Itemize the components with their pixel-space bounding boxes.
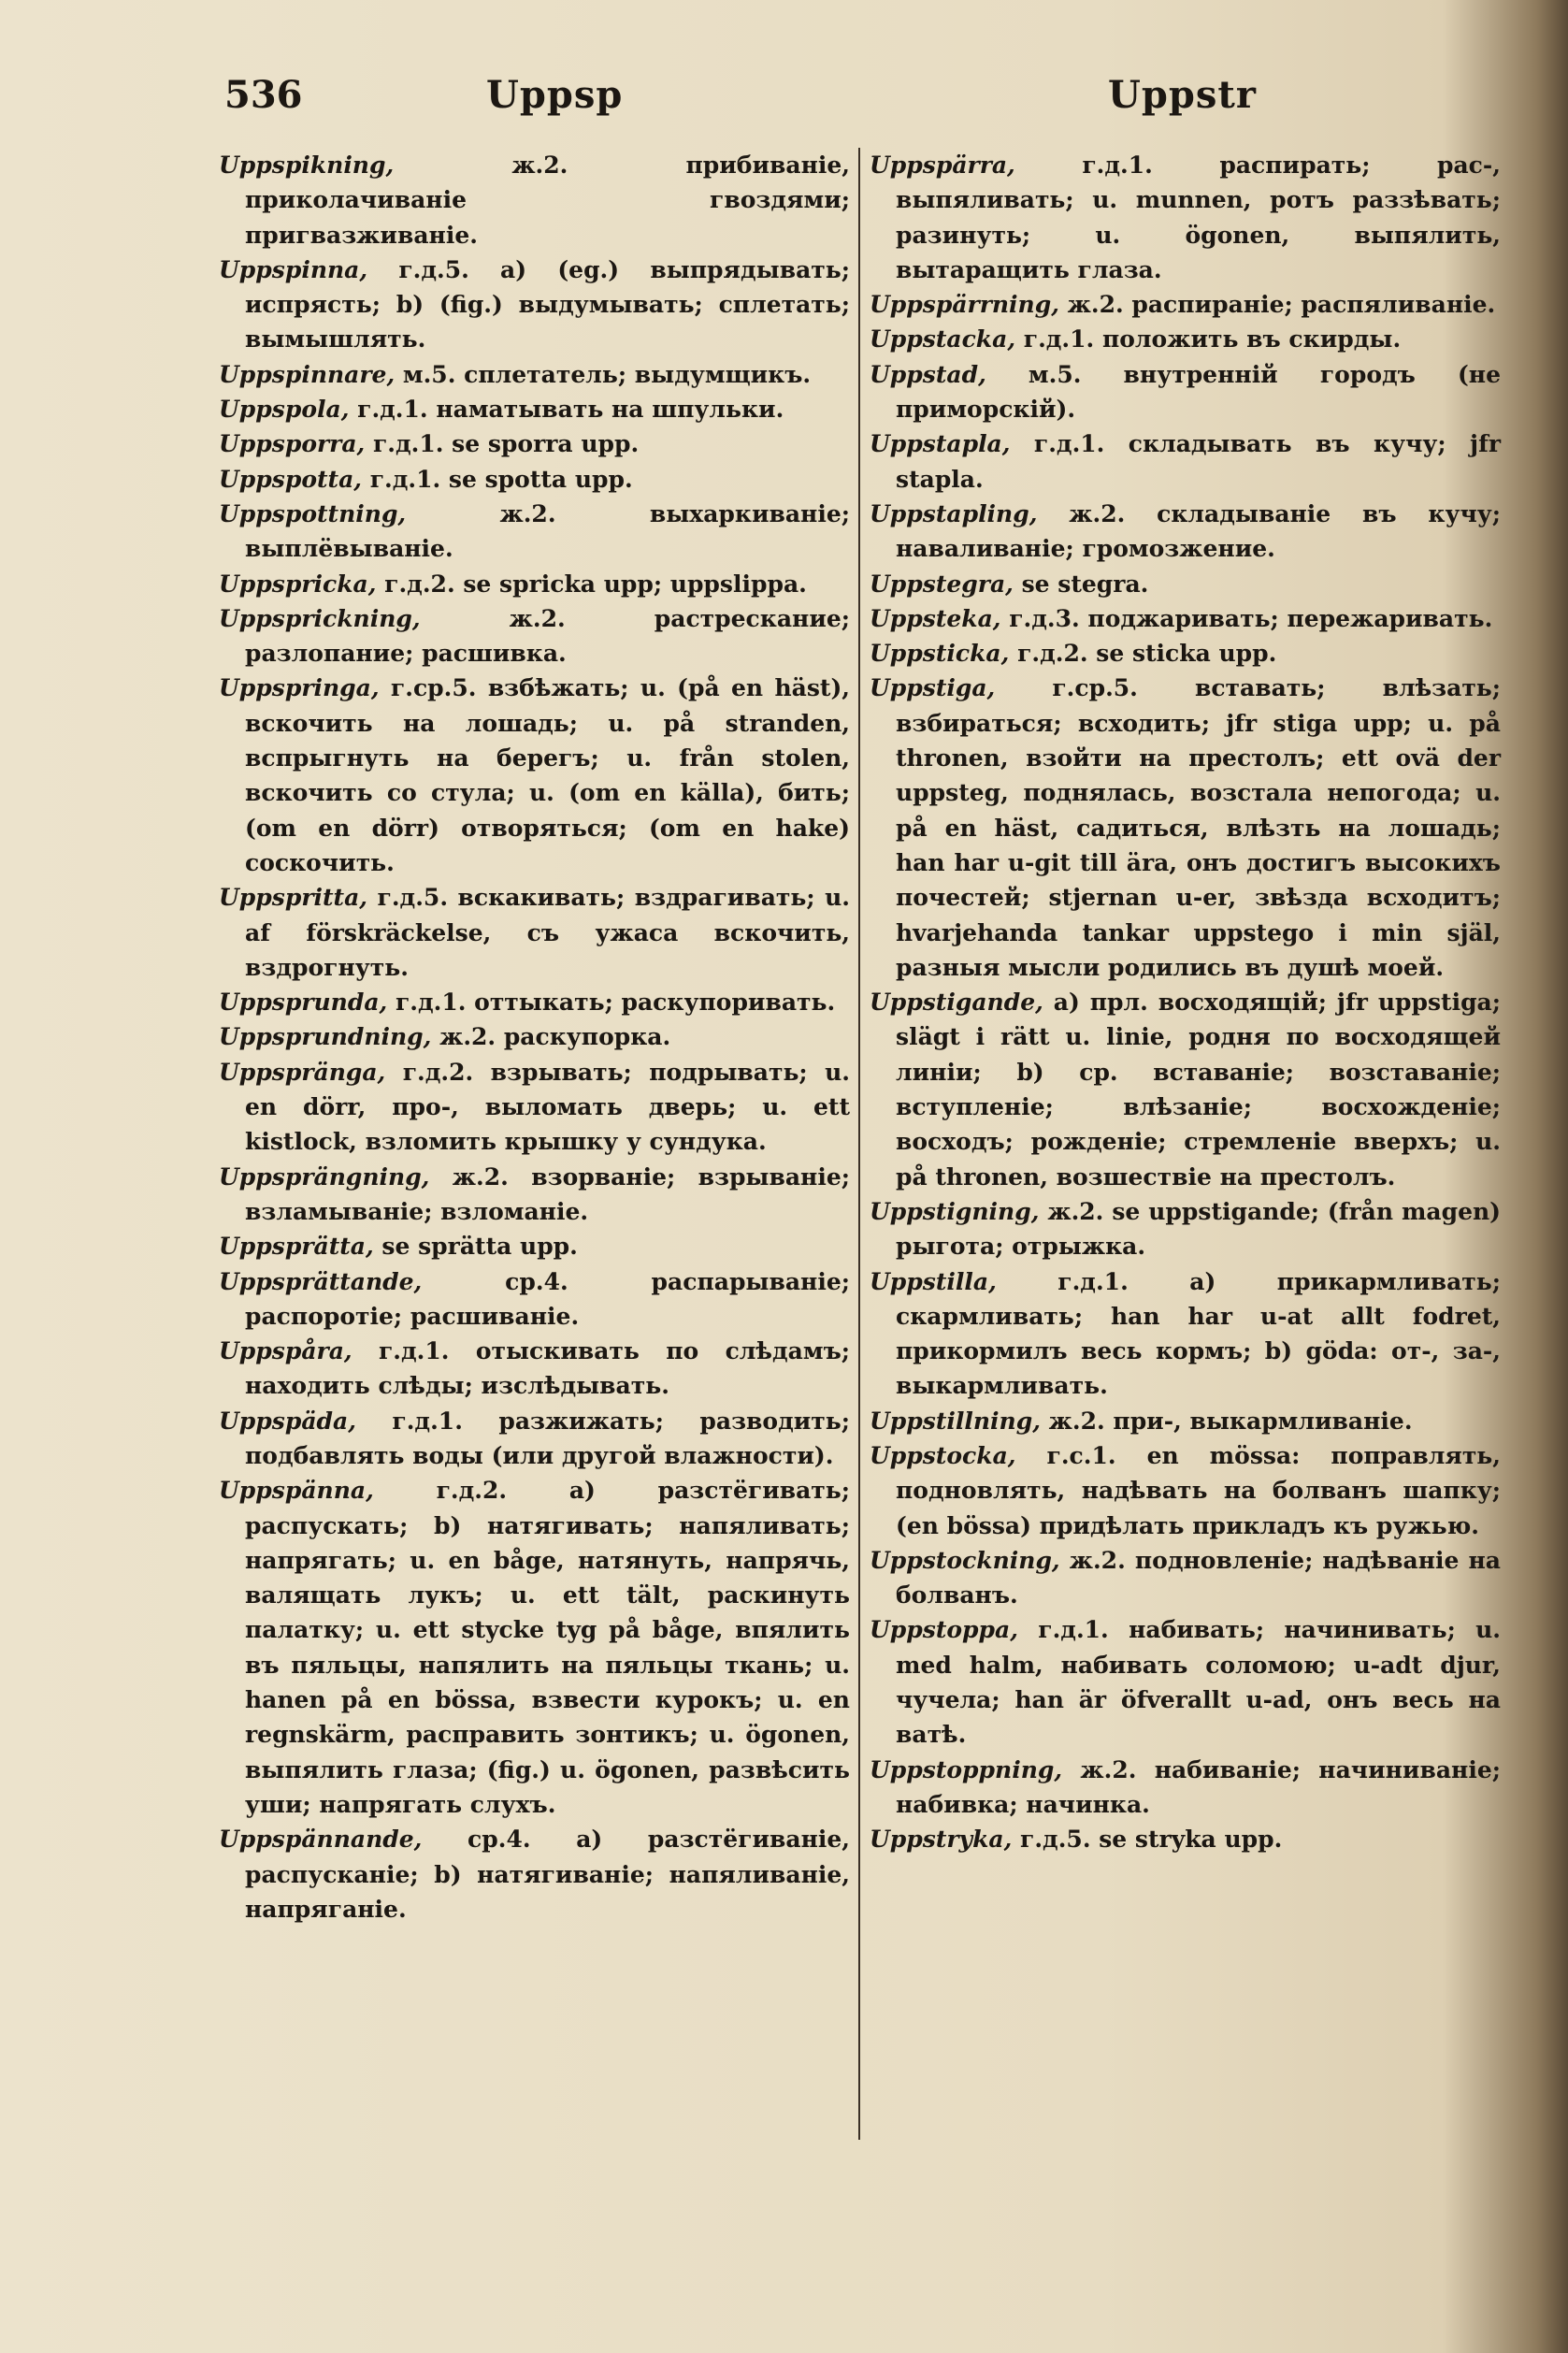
entry-definition: ж.2. подновленiе; надѣванiе на болванъ. bbox=[896, 1546, 1501, 1610]
entry-headword: Uppspikning, bbox=[219, 152, 395, 179]
dictionary-entry bbox=[870, 1612, 1501, 1752]
dictionary-entry bbox=[870, 636, 1501, 671]
entry-definition: г.д.2. взрывать; подрывать; u. en dörr, про-, выломать дверь; u. ett kistlock, взломить крышку у сундука. bbox=[245, 1058, 850, 1156]
dictionary-entry bbox=[219, 1019, 850, 1054]
left-column bbox=[219, 148, 850, 1927]
entry-definition: ж.2. взорванiе; взрыванiе; взламыванiе; взломанiе. bbox=[245, 1162, 850, 1225]
entry-definition: se sprätta upp. bbox=[381, 1233, 578, 1261]
dictionary-entry bbox=[870, 357, 1501, 427]
entry-headword: Uppstoppa, bbox=[870, 1616, 1018, 1644]
dictionary-entry bbox=[219, 1229, 850, 1263]
entry-definition: г.д.5. se stryka upp. bbox=[1020, 1826, 1283, 1854]
entry-definition: г.д.1. se spotta upp. bbox=[369, 465, 633, 493]
entry-headword: Uppspricka, bbox=[219, 570, 377, 598]
entry-headword: Uppspottning, bbox=[219, 499, 407, 527]
dictionary-entry bbox=[219, 392, 850, 426]
entry-headword: Uppstapla, bbox=[870, 430, 1011, 458]
entry-headword: Uppstegra, bbox=[870, 570, 1014, 598]
left-guide-word: Uppsp bbox=[486, 73, 624, 117]
dictionary-entry bbox=[219, 148, 850, 253]
entry-definition: ж.2. складыванiе въ кучу; наваливанiе; громозжение. bbox=[896, 499, 1501, 563]
dictionary-entry bbox=[219, 1055, 850, 1160]
dictionary-entry bbox=[219, 880, 850, 985]
entry-definition: ср.4. распарыванiе; распоротiе; расшиванiе. bbox=[245, 1267, 850, 1330]
entry-definition: a) прл. восходящiй; jfr uppstiga; slägt i rätt u. linie, родня по восходящей линiи; b) ср. вставанiе; возставанiе; вступленiе; влѣзанiе; восхожденiе; восходъ; рожденiе; стремленiе вверхъ; u. på thronen, возшествiе на престолъ. bbox=[896, 989, 1501, 1191]
entry-headword: Uppsteka, bbox=[870, 604, 1001, 632]
page-header bbox=[224, 73, 1281, 129]
entry-headword: Uppstockning, bbox=[870, 1546, 1060, 1574]
page-number: 536 bbox=[224, 73, 303, 117]
entry-definition: г.д.1. a) прикармливать; скармливать; han har u-at allt fodret, прикормилъ весь кормъ; b) göda: от-, за-, выкармливать. bbox=[896, 1267, 1501, 1400]
entry-definition: ж.2. выхаркиванiе; выплёвыванiе. bbox=[245, 499, 850, 563]
dictionary-entry bbox=[219, 1264, 850, 1335]
entry-definition: se stegra. bbox=[1021, 570, 1149, 598]
entry-headword: Uppsticka, bbox=[870, 640, 1010, 668]
dictionary-entry bbox=[870, 1264, 1501, 1404]
dictionary-entry bbox=[870, 601, 1501, 636]
dictionary-entry bbox=[219, 497, 850, 567]
entry-definition: г.д.1. наматывать на шпульки. bbox=[357, 396, 784, 424]
dictionary-entry bbox=[219, 567, 850, 601]
entry-definition: г.д.5. вскакивать; вздрагивать; u. af förskräckelse, съ ужаса вскочить, вздрогнуть. bbox=[245, 884, 850, 981]
dictionary-entry bbox=[870, 1753, 1501, 1823]
dictionary-entry bbox=[870, 426, 1501, 497]
entry-headword: Uppsprätta, bbox=[219, 1233, 374, 1261]
dictionary-entry bbox=[219, 462, 850, 497]
dictionary-entry bbox=[870, 1438, 1501, 1543]
entry-definition: г.д.1. набивать; начинивать; u. med halm, набивать соломою; u-adt djur, чучела; han är öfverallt u-ad, онъ весь на ватѣ. bbox=[896, 1616, 1501, 1749]
entry-definition: ж.2. раскупорка. bbox=[439, 1023, 671, 1051]
entry-headword: Uppspärrning, bbox=[870, 291, 1059, 319]
entry-headword: Uppspinnare, bbox=[219, 360, 396, 388]
dictionary-entry bbox=[870, 1543, 1501, 1613]
dictionary-entry bbox=[219, 1160, 850, 1230]
entry-headword: Uppsprättande, bbox=[219, 1267, 423, 1295]
entry-definition: г.ср.5. взбѣжать; u. (på en häst), вскочить на лошадь; u. på stranden, вспрыгнуть на берегъ; u. från stolen, вскочить со стула; u. (om en källa), бить; (om en dörr) отворяться; (om en hake) соскочить. bbox=[245, 674, 850, 876]
entry-headword: Uppstocka, bbox=[870, 1441, 1016, 1469]
entry-headword: Uppspåra, bbox=[219, 1337, 352, 1365]
dictionary-entry bbox=[219, 426, 850, 461]
entry-headword: Uppsprängning, bbox=[219, 1162, 430, 1191]
entry-headword: Uppstoppning, bbox=[870, 1755, 1063, 1783]
entry-definition: г.д.2. a) разстёгивать; распускать; b) натягивать; напяливать; напрягать; u. en båge, натянуть, напрячь, валящать лукъ; u. ett tält, раскинуть палатку; u. ett stycke tyg på båge, впялить въ пяльцы, напялить на пяльцы ткань; u. hanen på en bössa, взвести курокъ; u. en regnskärm, расправить зонтикъ; u. ögonen, выпялить глаза; (fig.) u. ögonen, развѣсить уши; напрягать слухъ. bbox=[245, 1477, 850, 1818]
dictionary-entry bbox=[219, 1404, 850, 1474]
entry-headword: Uppstilla, bbox=[870, 1267, 997, 1295]
entry-definition: м.5. сплетатель; выдумщикъ. bbox=[402, 360, 812, 388]
entry-definition: ж.2. se uppstigande; (från magen) рыгота; отрыжка. bbox=[896, 1197, 1501, 1261]
entry-definition: г.д.1. положить въ скирды. bbox=[1023, 325, 1402, 354]
entry-headword: Uppspännande, bbox=[219, 1826, 423, 1854]
entry-definition: г.д.5. a) (eg.) выпрядывать; испрясть; b) (fig.) выдумывать; сплетать; вымышлять. bbox=[245, 255, 850, 354]
right-column bbox=[870, 148, 1501, 1857]
entry-headword: Uppspringa, bbox=[219, 674, 380, 702]
dictionary-entry bbox=[870, 287, 1501, 322]
entry-definition: ж.2. прибиванiе, приколачиванiе гвоздями; пригвазживанiе. bbox=[245, 152, 850, 249]
entry-headword: Uppstigning, bbox=[870, 1197, 1040, 1225]
dictionary-entry bbox=[870, 1404, 1501, 1438]
dictionary-entry bbox=[870, 985, 1501, 1194]
entry-definition: г.ср.5. вставать; влѣзать; взбираться; всходить; jfr stiga upp; u. på thronen, взойти на престолъ; ett ovä der uppsteg, поднялась, возстала непогода; u. på en häst, садиться, влѣзть на лошадь; han har u-git till ära, онъ достигъ высокихъ почестей; stjernan u-er, звѣзда всходитъ; hvarjehanda tankar uppstego i min själ, разныя мысли родились въ душѣ моей. bbox=[896, 674, 1501, 981]
dictionary-entry bbox=[870, 567, 1501, 601]
column-divider bbox=[858, 148, 860, 2140]
dictionary-entry bbox=[219, 357, 850, 392]
entry-definition: г.д.1. распирать; рас-, выпяливать; u. munnen, ротъ раззѣвать; разинуть; u. ögonen, выпялить, вытаращить глаза. bbox=[896, 152, 1501, 283]
entry-headword: Uppsporra, bbox=[219, 430, 366, 458]
entry-headword: Uppstryka, bbox=[870, 1826, 1013, 1854]
dictionary-entry bbox=[219, 1822, 850, 1927]
dictionary-entry bbox=[219, 985, 850, 1019]
entry-headword: Uppstapling, bbox=[870, 499, 1038, 527]
dictionary-entry bbox=[870, 1822, 1501, 1856]
entry-definition: ср.4. a) разстёгиванiе, распусканiе; b) натягиванiе; напяливанiе, напряганiе. bbox=[245, 1826, 850, 1923]
entry-definition: ж.2. растрескание; разлопание; расшивка. bbox=[245, 604, 850, 668]
entry-headword: Uppstigande, bbox=[870, 989, 1043, 1017]
entry-headword: Uppstacka, bbox=[870, 325, 1016, 354]
entry-definition: г.д.1. разжижать; разводить; подбавлять воды (или другой влажности). bbox=[245, 1407, 850, 1469]
entry-headword: Uppsprundning, bbox=[219, 1023, 432, 1051]
entry-definition: г.д.1. оттыкать; раскупоривать. bbox=[395, 989, 836, 1017]
right-guide-word: Uppstr bbox=[1108, 73, 1257, 117]
entry-definition: г.с.1. en mössa: поправлять, подновлять, надѣвать на болванъ шапку; (en bössa) придѣлать прикладъ къ ружью. bbox=[896, 1441, 1501, 1539]
entry-headword: Uppstad, bbox=[870, 360, 986, 388]
entry-headword: Uppsprunda, bbox=[219, 989, 388, 1017]
dictionary-entry bbox=[870, 1194, 1501, 1264]
entry-headword: Uppspotta, bbox=[219, 465, 362, 493]
entry-headword: Uppstiga, bbox=[870, 674, 996, 702]
entry-definition: ж.2. набиванiе; начиниванiе; набивка; начинка. bbox=[896, 1755, 1501, 1818]
entry-definition: г.д.2. se sticka upp. bbox=[1017, 640, 1277, 668]
entry-headword: Uppspärra, bbox=[870, 152, 1015, 179]
entry-definition: г.д.1. отыскивать по слѣдамъ; находить слѣды; изслѣдывать. bbox=[245, 1337, 850, 1400]
entry-definition: г.д.1. se sporra upp. bbox=[372, 430, 640, 458]
dictionary-entry bbox=[870, 148, 1501, 287]
entry-definition: ж.2. распиранiе; распяливанiе. bbox=[1067, 291, 1496, 319]
dictionary-entry bbox=[219, 601, 850, 671]
dictionary-entry bbox=[219, 671, 850, 880]
entry-headword: Uppspola, bbox=[219, 396, 350, 424]
dictionary-entry bbox=[219, 1334, 850, 1404]
entry-definition: м.5. внутреннiй городъ (не приморскiй). bbox=[896, 360, 1501, 424]
entry-headword: Uppstillning, bbox=[870, 1407, 1041, 1435]
entry-definition: ж.2. при-, выкармливанiе. bbox=[1048, 1407, 1413, 1435]
entry-headword: Uppspränga, bbox=[219, 1058, 386, 1086]
entry-definition: г.д.3. поджаривать; пережаривать. bbox=[1009, 604, 1493, 632]
entry-headword: Uppsprickning, bbox=[219, 604, 421, 632]
dictionary-entry bbox=[870, 497, 1501, 567]
entry-headword: Uppspritta, bbox=[219, 884, 367, 912]
dictionary-entry bbox=[219, 1473, 850, 1822]
dictionary-entry bbox=[870, 671, 1501, 985]
entry-definition: г.д.1. складывать въ кучу; jfr stapla. bbox=[896, 430, 1501, 493]
entry-definition: г.д.2. se spricka upp; uppslippa. bbox=[384, 570, 807, 598]
entry-headword: Uppspäda, bbox=[219, 1407, 356, 1435]
entry-headword: Uppspinna, bbox=[219, 255, 368, 283]
dictionary-entry bbox=[219, 253, 850, 357]
dictionary-entry bbox=[870, 322, 1501, 356]
entry-headword: Uppspänna, bbox=[219, 1477, 374, 1505]
